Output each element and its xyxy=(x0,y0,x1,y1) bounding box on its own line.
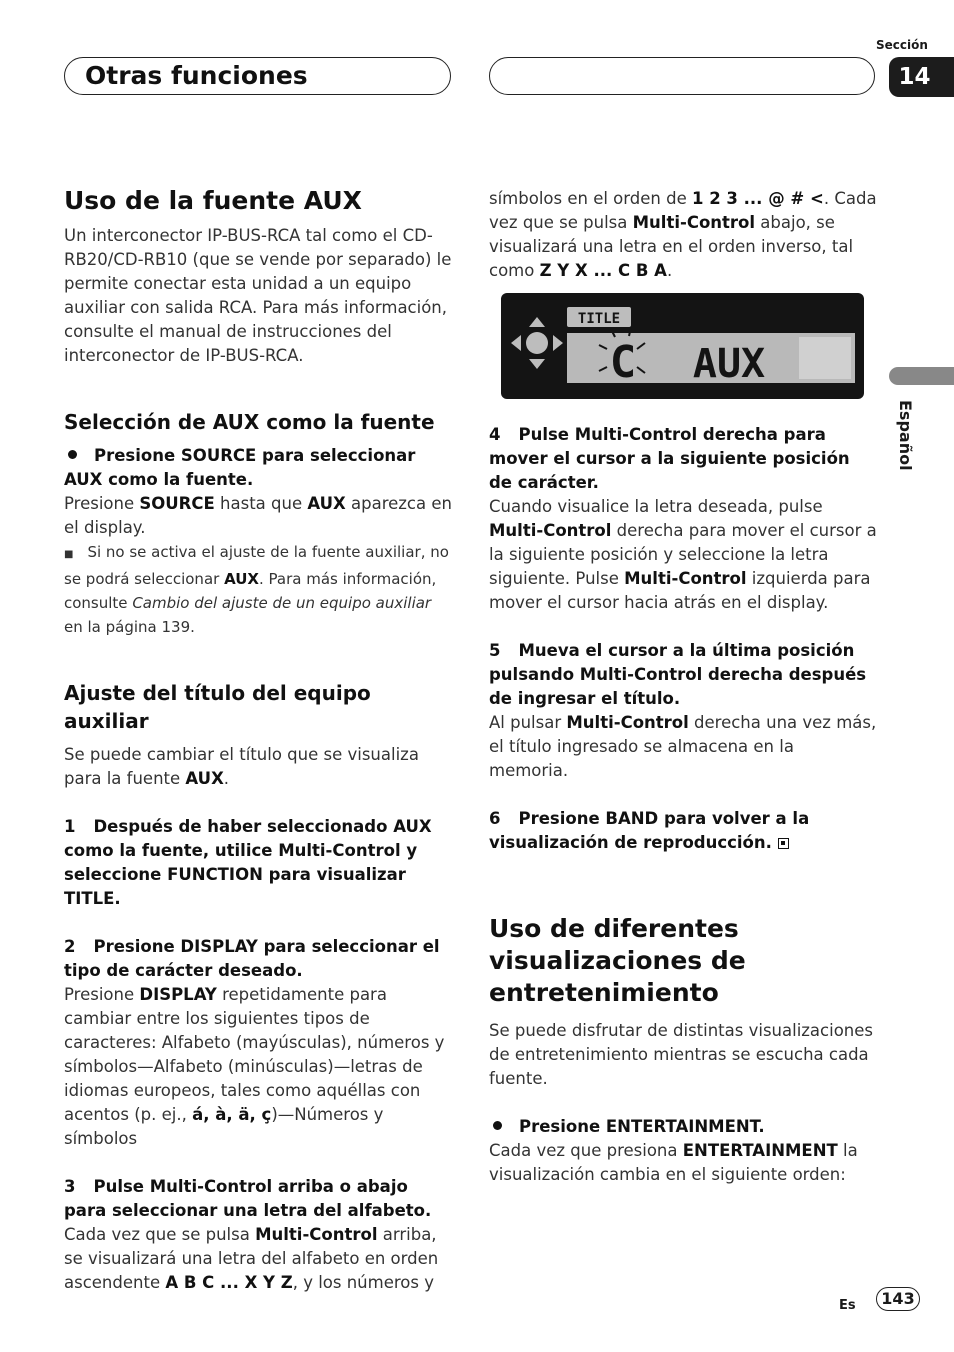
bullet-select-aux: Presione SOURCE para seleccionar AUX como la fuente. xyxy=(64,445,416,489)
heading-aux-source: Uso de la fuente AUX xyxy=(64,186,362,215)
lcd-display-illustration xyxy=(501,293,864,399)
right-column xyxy=(489,187,877,1187)
heading-aux-title: Ajuste del título del equipo auxiliar xyxy=(64,680,371,733)
step-1: 1 Después de haber seleccionado AUX como la fuente, utilice Multi-Control y seleccione FUNCTION para visualizar TITLE. xyxy=(64,816,432,908)
lcd-display-svg xyxy=(501,293,864,399)
entertainment-body-2: Cada vez que presiona ENTERTAINMENT la visualización cambia en el siguiente orden: xyxy=(489,1141,858,1184)
title-tag-text: TITLE xyxy=(577,311,621,327)
language-code: Es xyxy=(839,1298,856,1313)
select-aux-note: ■ Si no se activa el ajuste de la fuente auxiliar, no se podrá seleccionar AUX. Para más información, consulte Cambio del ajuste de un equipo auxiliar en la página 139. xyxy=(64,542,449,636)
step-3-continued: símbolos en el orden de 1 2 3 ... @ # <. Cada vez que se pulsa Multi-Control abajo, se visualizará una letra en el orden inverso, tal como Z Y X ... C B A. xyxy=(489,189,877,280)
aux-title-body: Se puede cambiar el título que se visualiza para la fuente AUX. xyxy=(64,744,419,788)
note-square-icon: ■ xyxy=(64,548,74,560)
entertainment-body: Se puede disfrutar de distintas visualizaciones de entretenimiento mientras se escucha cada fuente. xyxy=(489,1021,874,1088)
step-2-body: Presione DISPLAY repetidamente para cambiar entre los siguientes tipos de caracteres: Alfabeto (mayúsculas), números y símbolos—Alfabeto (minúsculas)—letras de idiomas europeos, tales como aquéllas con acentos (p. ej., á, à, ä, ç)—Números y símbolos xyxy=(64,984,445,1148)
left-column xyxy=(64,185,452,1295)
step-5: 5 Mueva el cursor a la última posición pulsando Multi-Control derecha después de ingresar el título. xyxy=(489,641,867,708)
step-4-body: Cuando visualice la letra deseada, pulse Multi-Control derecha para mover el cursor a la siguiente posición y seleccione la letra siguiente. Pulse Multi-Control izquierda para mover el cursor hacia atrás en el display. xyxy=(489,497,877,612)
header-empty-pill xyxy=(489,57,875,95)
header-title-pill xyxy=(64,57,451,95)
step-2: 2 Presione DISPLAY para seleccionar el tipo de carácter deseado. xyxy=(64,936,440,980)
step-3-body: Cada vez que se pulsa Multi-Control arriba, se visualizará una letra del alfabeto en orden ascendente A B C ... X Y Z, y los números y xyxy=(64,1224,439,1292)
language-tab-bar xyxy=(889,367,954,385)
intro-paragraph: Un interconector IP-BUS-RCA tal como el CD-RB20/CD-RB10 (que se vende por separado) le permite conectar esta unidad a un equipo auxiliar con salida RCA. Para más información, consulte el manual de instrucciones del interconector de IP-BUS-RCA. xyxy=(64,225,452,365)
bullet-entertainment: Presione ENTERTAINMENT. xyxy=(489,1115,877,1139)
multi-control-joystick-icon xyxy=(511,317,563,369)
cursor-char: C xyxy=(609,337,637,388)
section-label: Sección xyxy=(876,38,928,52)
end-of-section-icon xyxy=(778,838,789,849)
step-4: 4 Pulse Multi-Control derecha para mover el cursor a la siguiente posición de carácter. xyxy=(489,425,850,492)
step-5-body: Al pulsar Multi-Control derecha una vez más, el título ingresado se almacena en la memoria. xyxy=(489,713,877,780)
section-number-badge: 14 xyxy=(889,57,954,97)
page-number: 143 xyxy=(876,1287,920,1311)
language-label: Español xyxy=(896,400,915,471)
header-title: Otras funciones xyxy=(85,61,308,90)
lcd-right-block xyxy=(799,337,851,379)
heading-entertainment: Uso de diferentes visualizaciones de entretenimiento xyxy=(489,914,746,1007)
heading-select-aux: Selección de AUX como la fuente xyxy=(64,409,435,434)
bullet-dot-icon xyxy=(68,450,77,459)
step-6: 6 Presione BAND para volver a la visualización de reproducción. xyxy=(489,809,810,852)
lcd-source-text: AUX xyxy=(692,341,766,387)
select-aux-body: Presione SOURCE hasta que AUX aparezca en el display. xyxy=(64,493,452,537)
step-3: 3 Pulse Multi-Control arriba o abajo para seleccionar una letra del alfabeto. xyxy=(64,1176,432,1220)
bullet-dot-icon xyxy=(493,1121,502,1130)
